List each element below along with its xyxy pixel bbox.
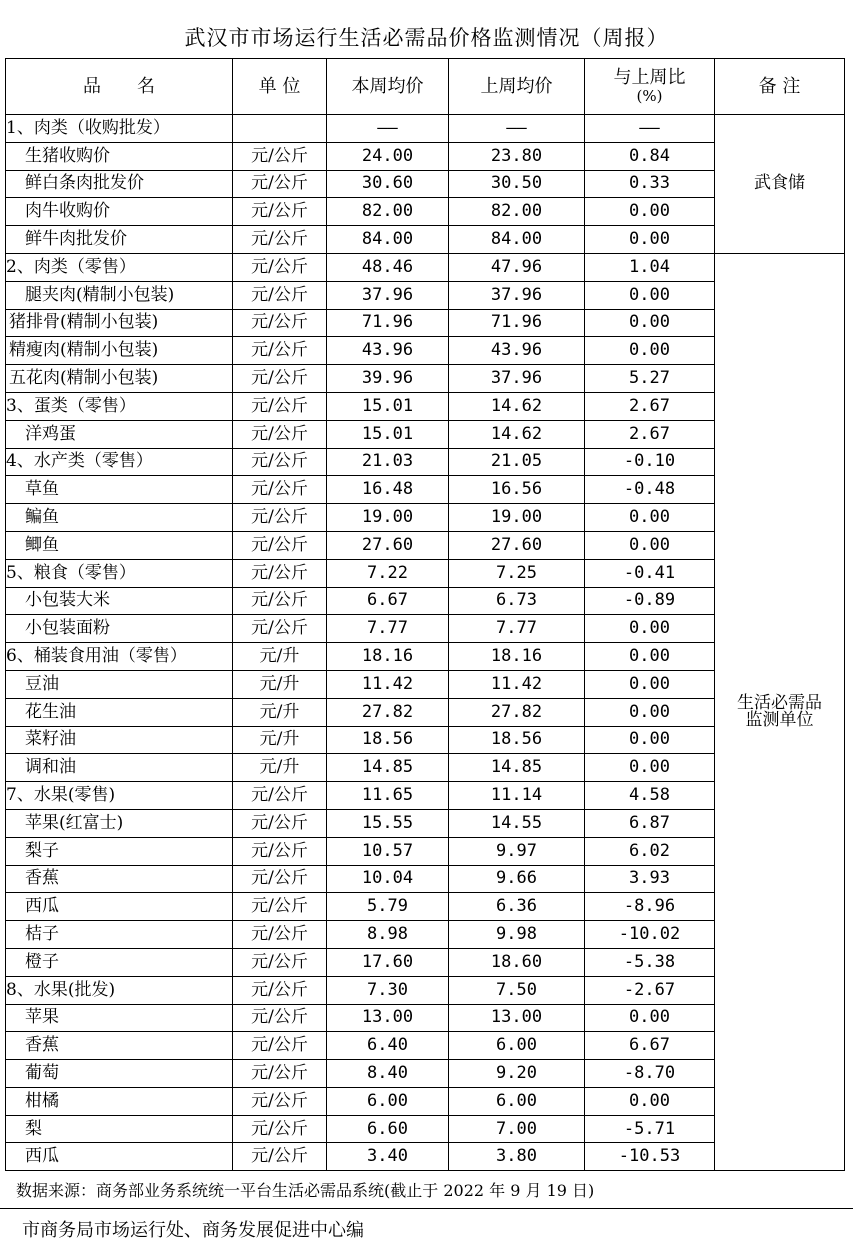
cell-item-name: 2、肉类（零售） [6, 253, 233, 281]
cell-item-name: 鲫鱼 [6, 531, 233, 559]
header-name: 品 名 [6, 59, 233, 115]
cell-last-week: 6.00 [449, 1032, 585, 1060]
cell-this-week: 6.60 [327, 1115, 449, 1143]
cell-item-name: 3、蛋类（零售） [6, 392, 233, 420]
cell-unit: 元/公斤 [233, 253, 327, 281]
cell-last-week: 14.85 [449, 754, 585, 782]
cell-this-week: 11.65 [327, 782, 449, 810]
cell-last-week: 14.55 [449, 809, 585, 837]
cell-this-week: 11.42 [327, 670, 449, 698]
cell-unit: 元/公斤 [233, 948, 327, 976]
cell-unit: 元/公斤 [233, 365, 327, 393]
cell-this-week: 10.57 [327, 837, 449, 865]
cell-unit: 元/升 [233, 670, 327, 698]
cell-last-week: 14.62 [449, 420, 585, 448]
cell-unit: 元/公斤 [233, 865, 327, 893]
cell-change: 0.33 [585, 170, 715, 198]
cell-this-week: 24.00 [327, 142, 449, 170]
cell-last-week: 27.60 [449, 531, 585, 559]
cell-last-week: 6.36 [449, 893, 585, 921]
table-body [6, 115, 845, 1171]
cell-this-week: 37.96 [327, 281, 449, 309]
cell-item-name: 6、桶装食用油（零售） [6, 643, 233, 671]
cell-unit: 元/公斤 [233, 170, 327, 198]
cell-change: 1.04 [585, 253, 715, 281]
cell-last-week: 3.80 [449, 1143, 585, 1171]
cell-item-name: 调和油 [6, 754, 233, 782]
header-last-week: 上周均价 [449, 59, 585, 115]
cell-item-name: 桔子 [6, 921, 233, 949]
cell-last-week: 14.62 [449, 392, 585, 420]
cell-unit: 元/公斤 [233, 392, 327, 420]
cell-this-week: 21.03 [327, 448, 449, 476]
cell-change: 2.67 [585, 392, 715, 420]
cell-item-name: 小包装大米 [6, 587, 233, 615]
cell-change: 3.93 [585, 865, 715, 893]
cell-item-name: 肉牛收购价 [6, 198, 233, 226]
cell-last-week: 19.00 [449, 504, 585, 532]
cell-last-week: 18.56 [449, 726, 585, 754]
cell-unit: 元/升 [233, 643, 327, 671]
cell-item-name: 五花肉(精制小包装) [6, 365, 233, 393]
cell-unit: 元/公斤 [233, 142, 327, 170]
cell-this-week: 39.96 [327, 365, 449, 393]
cell-change: 6.67 [585, 1032, 715, 1060]
cell-last-week: 7.50 [449, 976, 585, 1004]
cell-unit: 元/公斤 [233, 615, 327, 643]
cell-item-name: 精瘦肉(精制小包装) [6, 337, 233, 365]
cell-change: -0.10 [585, 448, 715, 476]
data-source-note: 数据来源：商务部业务系统统一平台生活必需品系统(截止于 2022 年 9 月 19 日) [16, 1181, 595, 1200]
cell-last-week: 30.50 [449, 170, 585, 198]
cell-item-name: 鲜牛肉批发价 [6, 226, 233, 254]
cell-this-week: 27.82 [327, 698, 449, 726]
cell-item-name: 7、水果(零售) [6, 782, 233, 810]
cell-unit: 元/公斤 [233, 476, 327, 504]
cell-change: 6.02 [585, 837, 715, 865]
cell-change: -8.96 [585, 893, 715, 921]
cell-this-week: 16.48 [327, 476, 449, 504]
cell-last-week: 21.05 [449, 448, 585, 476]
cell-unit [233, 115, 327, 143]
cell-item-name: 8、水果(批发) [6, 976, 233, 1004]
cell-change: -8.70 [585, 1060, 715, 1088]
cell-change: 0.00 [585, 615, 715, 643]
cell-last-week: 37.96 [449, 365, 585, 393]
cell-this-week: —— [327, 115, 449, 143]
cell-change: 0.00 [585, 1087, 715, 1115]
cell-last-week: 7.77 [449, 615, 585, 643]
cell-last-week: 16.56 [449, 476, 585, 504]
cell-change: 0.00 [585, 309, 715, 337]
cell-this-week: 8.98 [327, 921, 449, 949]
cell-this-week: 27.60 [327, 531, 449, 559]
cell-unit: 元/公斤 [233, 198, 327, 226]
cell-item-name: 西瓜 [6, 893, 233, 921]
cell-item-name: 香蕉 [6, 1032, 233, 1060]
cell-last-week: 7.00 [449, 1115, 585, 1143]
cell-change: 2.67 [585, 420, 715, 448]
cell-item-name: 菜籽油 [6, 726, 233, 754]
cell-last-week: 6.73 [449, 587, 585, 615]
cell-unit: 元/升 [233, 754, 327, 782]
header-change-unit: (%) [636, 87, 663, 105]
cell-last-week: 37.96 [449, 281, 585, 309]
cell-last-week: 18.60 [449, 948, 585, 976]
cell-change: 0.00 [585, 337, 715, 365]
cell-change: 0.00 [585, 643, 715, 671]
table-row [6, 115, 845, 143]
header-unit: 单 位 [233, 59, 327, 115]
cell-item-name: 腿夹肉(精制小包装) [6, 281, 233, 309]
cell-this-week: 48.46 [327, 253, 449, 281]
cell-last-week: 27.82 [449, 698, 585, 726]
cell-change: 0.00 [585, 504, 715, 532]
cell-unit: 元/公斤 [233, 1060, 327, 1088]
cell-item-name: 柑橘 [6, 1087, 233, 1115]
cell-unit: 元/公斤 [233, 809, 327, 837]
cell-change: -0.48 [585, 476, 715, 504]
cell-this-week: 71.96 [327, 309, 449, 337]
cell-change: -2.67 [585, 976, 715, 1004]
editor-credit: 市商务局市场运行处、商务发展促进中心编 [22, 1220, 364, 1241]
table-header-row [6, 59, 845, 115]
cell-change: 0.00 [585, 726, 715, 754]
cell-item-name: 4、水产类（零售） [6, 448, 233, 476]
cell-unit: 元/公斤 [233, 1115, 327, 1143]
cell-item-name: 鳊鱼 [6, 504, 233, 532]
cell-last-week: 11.14 [449, 782, 585, 810]
cell-change: 0.00 [585, 531, 715, 559]
cell-this-week: 13.00 [327, 1004, 449, 1032]
cell-change: 0.00 [585, 698, 715, 726]
cell-last-week: 9.66 [449, 865, 585, 893]
cell-this-week: 15.01 [327, 420, 449, 448]
cell-last-week: 9.98 [449, 921, 585, 949]
cell-change: 5.27 [585, 365, 715, 393]
cell-item-name: 5、粮食（零售） [6, 559, 233, 587]
cell-unit: 元/公斤 [233, 1087, 327, 1115]
cell-this-week: 8.40 [327, 1060, 449, 1088]
cell-unit: 元/公斤 [233, 1032, 327, 1060]
cell-this-week: 7.30 [327, 976, 449, 1004]
cell-change: -10.02 [585, 921, 715, 949]
cell-item-name: 1、肉类（收购批发） [6, 115, 233, 143]
cell-last-week: 11.42 [449, 670, 585, 698]
cell-unit: 元/公斤 [233, 420, 327, 448]
cell-this-week: 5.79 [327, 893, 449, 921]
cell-item-name: 梨子 [6, 837, 233, 865]
cell-change: -5.71 [585, 1115, 715, 1143]
table-row [6, 253, 845, 281]
cell-this-week: 18.56 [327, 726, 449, 754]
cell-this-week: 6.40 [327, 1032, 449, 1060]
cell-item-name: 香蕉 [6, 865, 233, 893]
cell-last-week: —— [449, 115, 585, 143]
cell-change: 0.00 [585, 226, 715, 254]
cell-change: 0.00 [585, 754, 715, 782]
remark-cell [715, 253, 845, 1170]
cell-last-week: 6.00 [449, 1087, 585, 1115]
cell-change: —— [585, 115, 715, 143]
cell-this-week: 18.16 [327, 643, 449, 671]
cell-unit: 元/公斤 [233, 226, 327, 254]
cell-last-week: 9.97 [449, 837, 585, 865]
cell-this-week: 6.67 [327, 587, 449, 615]
cell-item-name: 洋鸡蛋 [6, 420, 233, 448]
remark-line: 监测单位 [745, 710, 814, 731]
cell-unit: 元/公斤 [233, 587, 327, 615]
cell-item-name: 苹果(红富士) [6, 809, 233, 837]
cell-this-week: 82.00 [327, 198, 449, 226]
cell-item-name: 梨 [6, 1115, 233, 1143]
cell-last-week: 18.16 [449, 643, 585, 671]
cell-item-name: 豆油 [6, 670, 233, 698]
header-change-label: 与上周比 [613, 67, 686, 88]
cell-change: -0.41 [585, 559, 715, 587]
cell-last-week: 82.00 [449, 198, 585, 226]
price-table [5, 58, 845, 1171]
cell-this-week: 10.04 [327, 865, 449, 893]
cell-change: 6.87 [585, 809, 715, 837]
cell-change: 0.00 [585, 198, 715, 226]
cell-item-name: 西瓜 [6, 1143, 233, 1171]
cell-last-week: 7.25 [449, 559, 585, 587]
cell-item-name: 橙子 [6, 948, 233, 976]
cell-this-week: 19.00 [327, 504, 449, 532]
cell-this-week: 3.40 [327, 1143, 449, 1171]
footer-divider [0, 1208, 853, 1209]
cell-item-name: 葡萄 [6, 1060, 233, 1088]
cell-change: 4.58 [585, 782, 715, 810]
header-remark: 备 注 [715, 59, 845, 115]
cell-last-week: 47.96 [449, 253, 585, 281]
cell-change: -5.38 [585, 948, 715, 976]
cell-change: 0.00 [585, 1004, 715, 1032]
cell-item-name: 草鱼 [6, 476, 233, 504]
cell-unit: 元/公斤 [233, 1004, 327, 1032]
cell-last-week: 9.20 [449, 1060, 585, 1088]
remark-cell: 武食储 [715, 115, 845, 254]
cell-unit: 元/公斤 [233, 448, 327, 476]
header-change [585, 59, 715, 115]
cell-this-week: 43.96 [327, 337, 449, 365]
cell-item-name: 花生油 [6, 698, 233, 726]
cell-unit: 元/公斤 [233, 921, 327, 949]
cell-this-week: 7.22 [327, 559, 449, 587]
cell-item-name: 鲜白条肉批发价 [6, 170, 233, 198]
cell-item-name: 生猪收购价 [6, 142, 233, 170]
cell-item-name: 小包装面粉 [6, 615, 233, 643]
header-this-week: 本周均价 [327, 59, 449, 115]
cell-unit: 元/升 [233, 698, 327, 726]
cell-unit: 元/公斤 [233, 531, 327, 559]
cell-unit: 元/升 [233, 726, 327, 754]
cell-item-name: 苹果 [6, 1004, 233, 1032]
cell-last-week: 43.96 [449, 337, 585, 365]
cell-change: 0.00 [585, 670, 715, 698]
cell-this-week: 6.00 [327, 1087, 449, 1115]
cell-unit: 元/公斤 [233, 1143, 327, 1171]
cell-this-week: 14.85 [327, 754, 449, 782]
cell-this-week: 84.00 [327, 226, 449, 254]
cell-this-week: 15.55 [327, 809, 449, 837]
cell-last-week: 84.00 [449, 226, 585, 254]
remark-line: 生活必需品 [737, 693, 822, 714]
cell-this-week: 7.77 [327, 615, 449, 643]
cell-item-name: 猪排骨(精制小包装) [6, 309, 233, 337]
cell-last-week: 71.96 [449, 309, 585, 337]
cell-this-week: 15.01 [327, 392, 449, 420]
cell-unit: 元/公斤 [233, 504, 327, 532]
cell-change: 0.84 [585, 142, 715, 170]
cell-unit: 元/公斤 [233, 309, 327, 337]
cell-change: 0.00 [585, 281, 715, 309]
cell-unit: 元/公斤 [233, 281, 327, 309]
cell-last-week: 13.00 [449, 1004, 585, 1032]
cell-this-week: 17.60 [327, 948, 449, 976]
cell-unit: 元/公斤 [233, 837, 327, 865]
cell-last-week: 23.80 [449, 142, 585, 170]
cell-change: -10.53 [585, 1143, 715, 1171]
cell-unit: 元/公斤 [233, 337, 327, 365]
cell-change: -0.89 [585, 587, 715, 615]
cell-unit: 元/公斤 [233, 976, 327, 1004]
page-title: 武汉市市场运行生活必需品价格监测情况（周报） [184, 26, 669, 50]
cell-this-week: 30.60 [327, 170, 449, 198]
cell-unit: 元/公斤 [233, 559, 327, 587]
cell-unit: 元/公斤 [233, 782, 327, 810]
cell-unit: 元/公斤 [233, 893, 327, 921]
